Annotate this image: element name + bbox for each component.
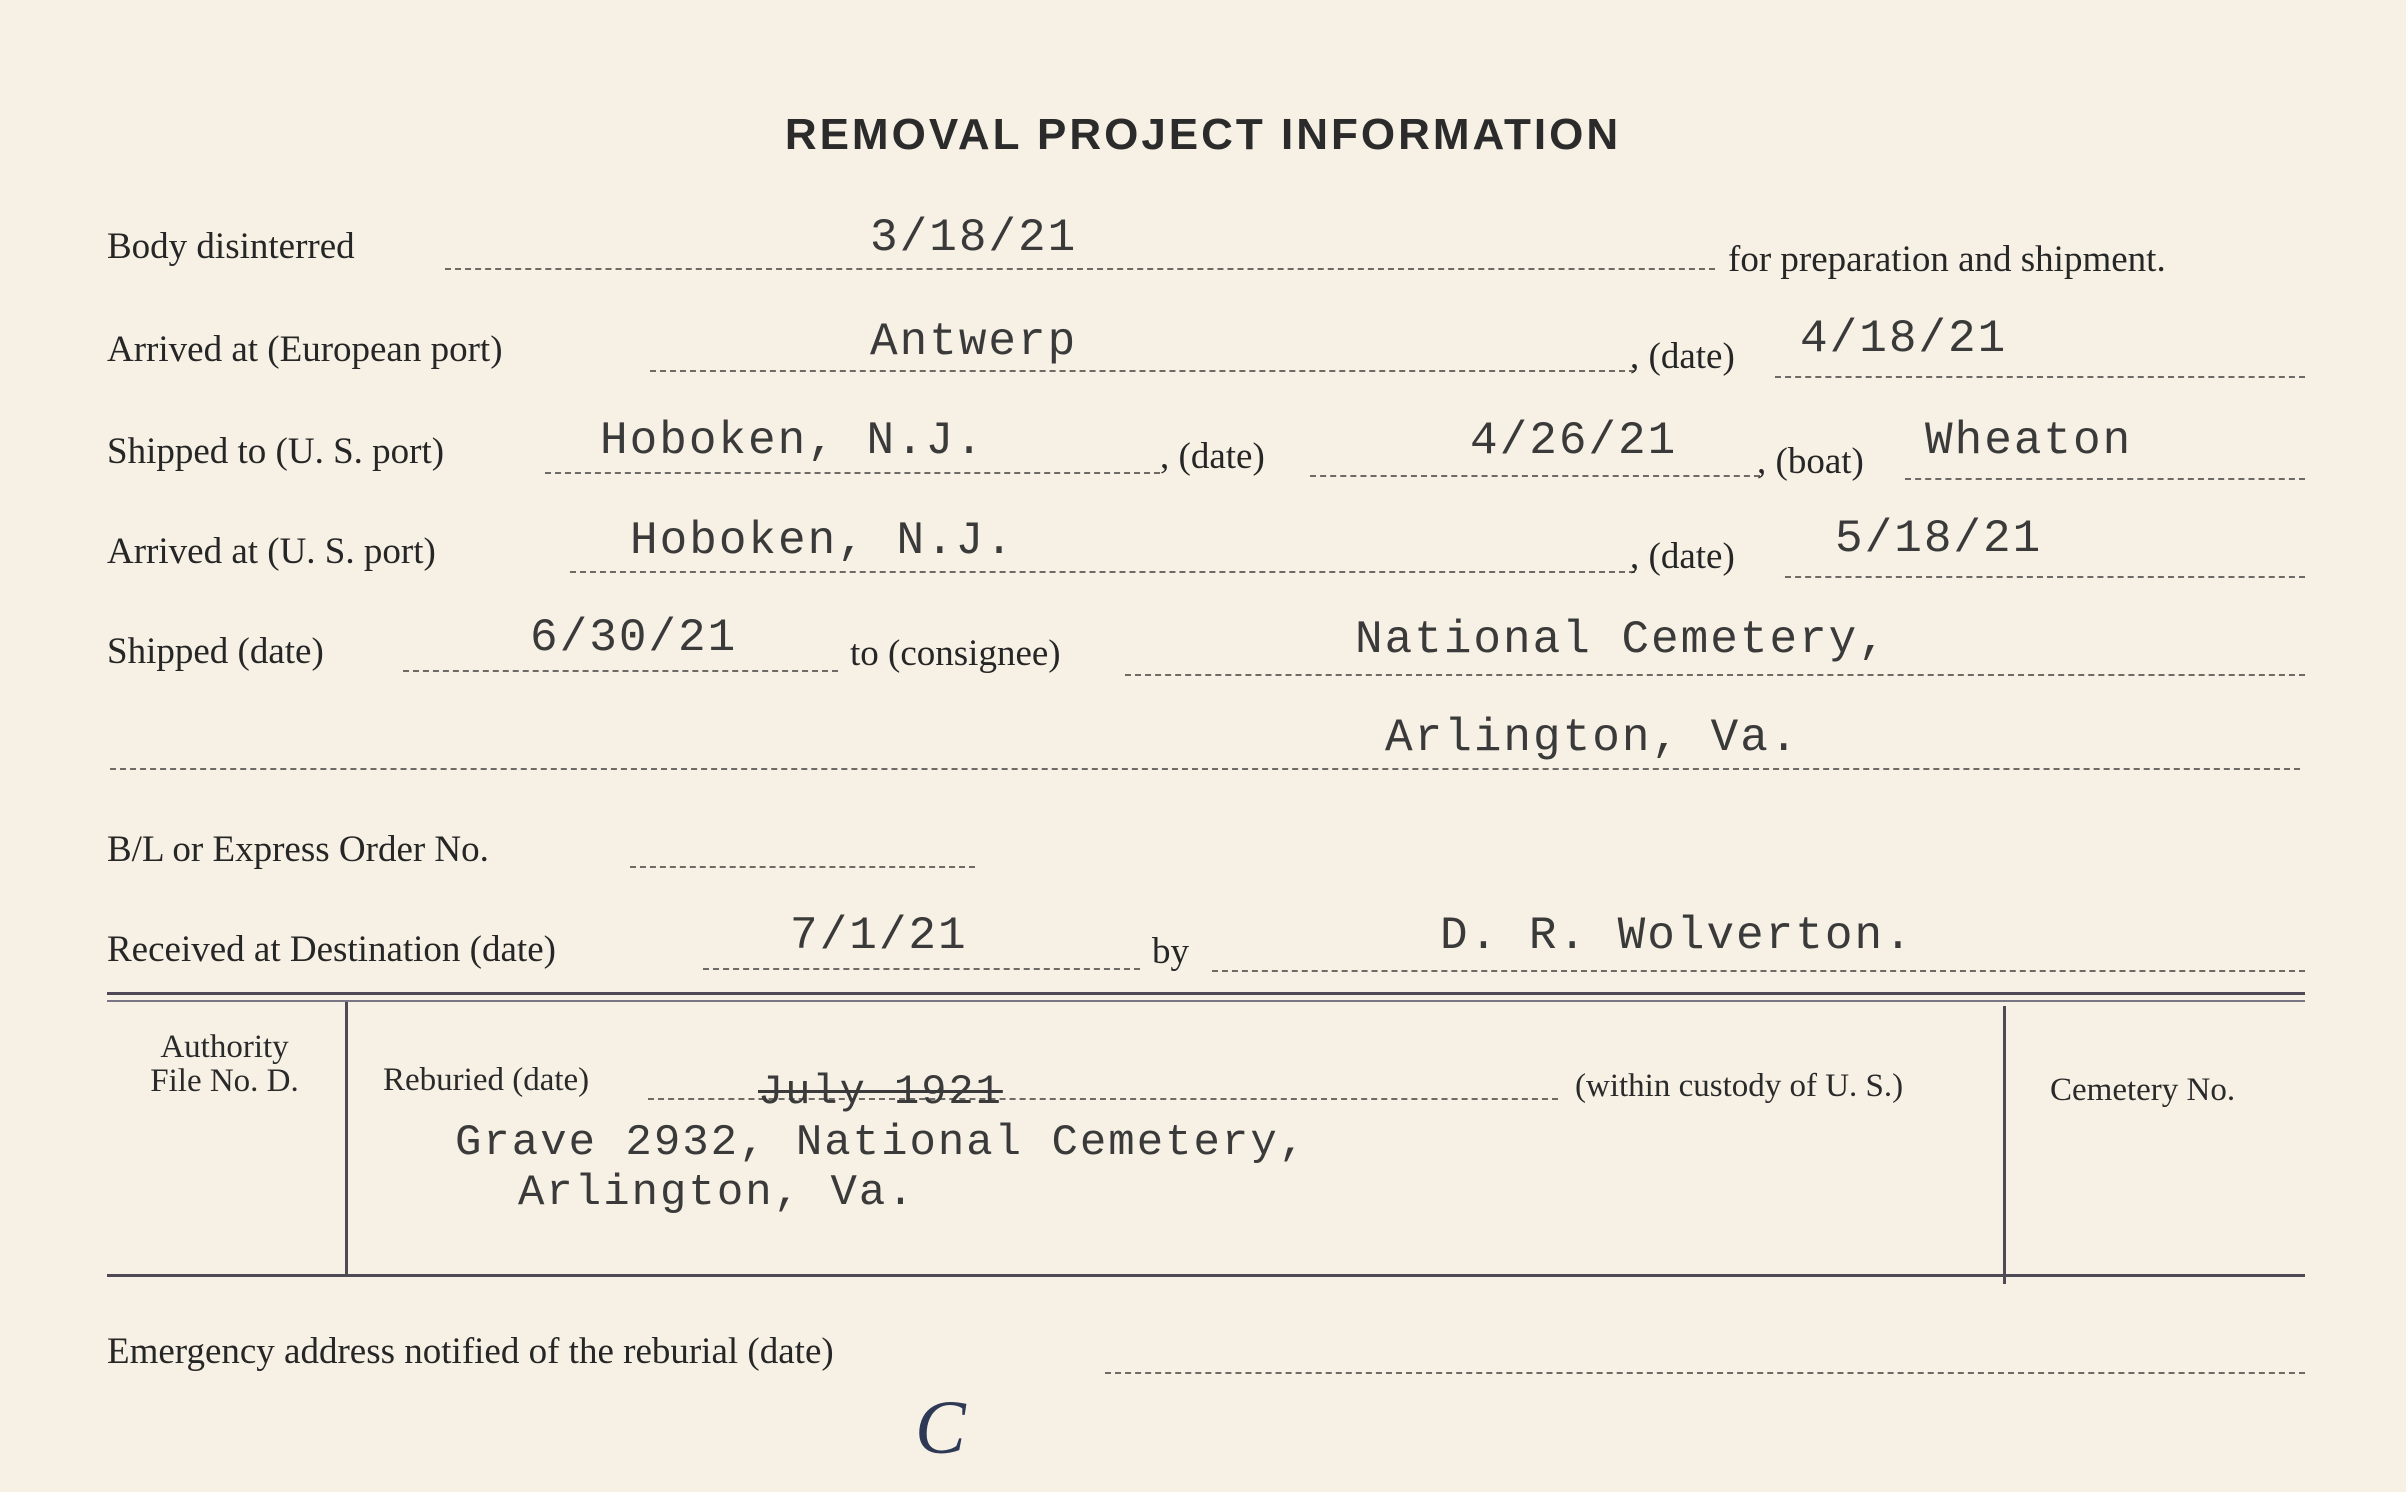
- reburied-label: Reburied (date): [383, 1062, 590, 1098]
- cemetery-divider: [2003, 1006, 2006, 1284]
- consignee-label: to (consignee): [850, 633, 1061, 674]
- body-disinterred-value: 3/18/21: [870, 212, 1078, 264]
- arrived-european-date-label: , (date): [1630, 336, 1735, 377]
- handwritten-initials: C: [915, 1386, 966, 1470]
- received-by-line: [1212, 970, 2305, 972]
- arrived-us-date: 5/18/21: [1835, 513, 2043, 565]
- received-by-label: by: [1152, 931, 1189, 972]
- authority-label-line1: Authority: [160, 1029, 289, 1065]
- body-disinterred-suffix: for preparation and shipment.: [1728, 239, 2166, 280]
- authority-label: [107, 1030, 342, 1098]
- custody-label: (within custody of U. S.): [1575, 1068, 1904, 1104]
- shipped-us-boat-label: , (boat): [1757, 441, 1864, 482]
- arrived-us-line: [570, 571, 1635, 573]
- shipped-label: Shipped (date): [107, 631, 324, 672]
- section-rule-bottom: [107, 1274, 2305, 1277]
- shipped-date: 6/30/21: [530, 612, 738, 664]
- arrived-european-value: Antwerp: [870, 316, 1078, 368]
- section-rule-top-inner: [107, 1000, 2305, 1002]
- arrived-european-line: [650, 370, 1635, 372]
- authority-label-line2: File No. D.: [150, 1063, 299, 1099]
- consignee-continuation-line: [110, 768, 2300, 770]
- arrived-us-label: Arrived at (U. S. port): [107, 531, 436, 572]
- authority-divider: [345, 1002, 348, 1274]
- received-date: 7/1/21: [790, 910, 968, 962]
- reburied-date: July 1921: [758, 1068, 1003, 1116]
- arrived-european-label: Arrived at (European port): [107, 329, 503, 370]
- bl-label: B/L or Express Order No.: [107, 829, 489, 870]
- shipped-us-date-label: , (date): [1160, 436, 1265, 477]
- shipped-us-boat-line: [1905, 478, 2305, 480]
- arrived-european-date: 4/18/21: [1800, 313, 2008, 365]
- received-date-line: [703, 968, 1140, 970]
- shipped-us-date-line: [1310, 475, 1760, 477]
- arrived-us-value: Hoboken, N.J.: [630, 515, 1015, 567]
- consignee-line: [1125, 674, 2305, 676]
- emergency-label: Emergency address notified of the reburial (date): [107, 1331, 834, 1372]
- shipped-us-boat: Wheaton: [1925, 415, 2133, 467]
- received-label: Received at Destination (date): [107, 929, 556, 970]
- consignee-line2: Arlington, Va.: [1385, 712, 1800, 764]
- section-rule-top: [107, 992, 2305, 995]
- arrived-us-date-line: [1785, 576, 2305, 578]
- emergency-line: [1105, 1372, 2305, 1374]
- card-title: REMOVAL PROJECT INFORMATION: [784, 110, 1622, 159]
- arrived-us-date-label: , (date): [1630, 536, 1735, 577]
- shipped-us-value: Hoboken, N.J.: [600, 415, 985, 467]
- cemetery-no-label: Cemetery No.: [2050, 1072, 2236, 1108]
- consignee-line1: National Cemetery,: [1355, 614, 1888, 666]
- shipped-date-line: [403, 670, 838, 672]
- received-by: D. R. Wolverton.: [1440, 910, 1914, 962]
- shipped-us-date: 4/26/21: [1470, 415, 1678, 467]
- arrived-european-date-line: [1775, 376, 2305, 378]
- bl-line: [630, 866, 975, 868]
- shipped-us-line: [545, 472, 1160, 474]
- body-disinterred-line: [445, 268, 1715, 270]
- shipped-us-label: Shipped to (U. S. port): [107, 431, 445, 472]
- grave-line2: Arlington, Va.: [518, 1168, 916, 1218]
- body-disinterred-label: Body disinterred: [107, 226, 355, 267]
- grave-line1: Grave 2932, National Cemetery,: [455, 1118, 1308, 1168]
